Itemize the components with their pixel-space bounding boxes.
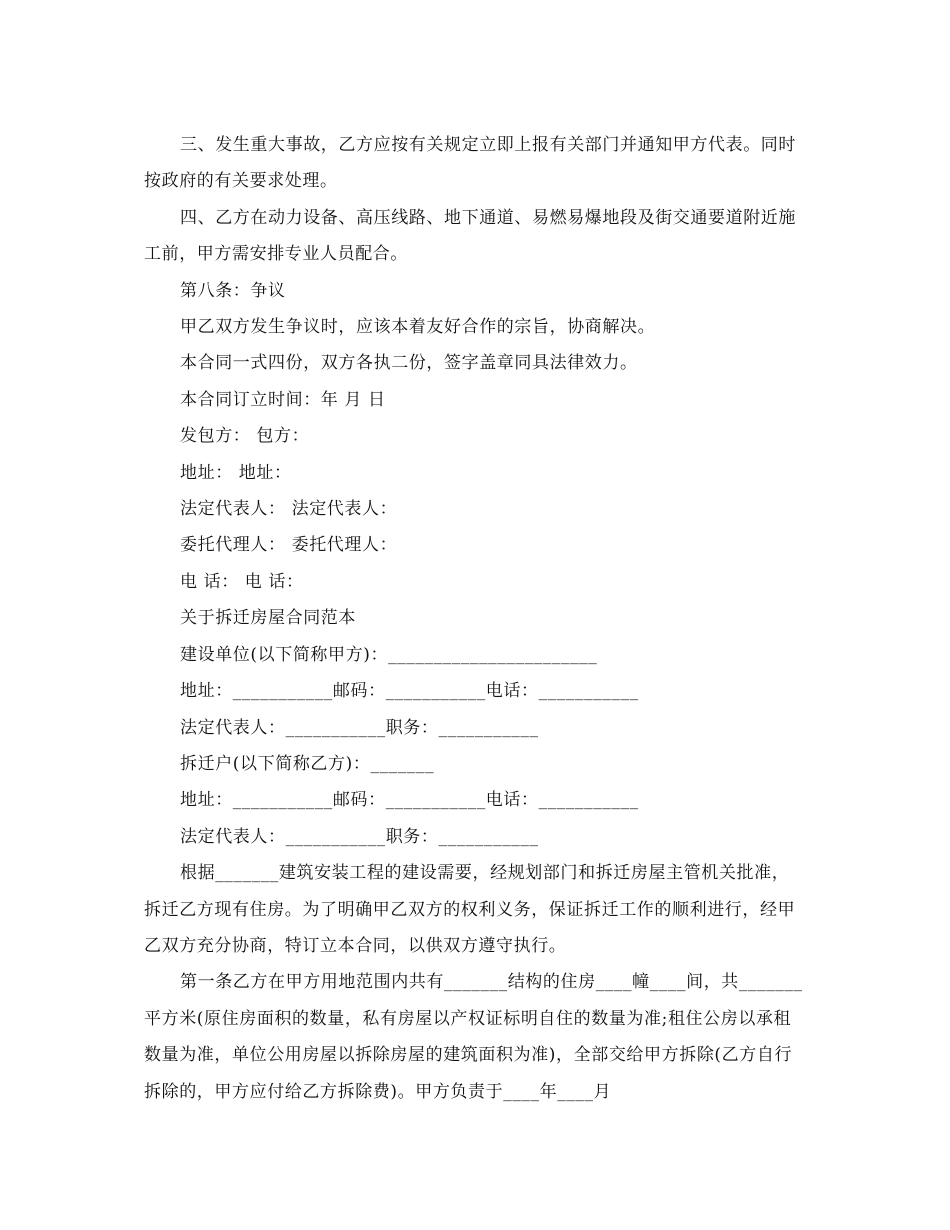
article-1-paragraph: 第一条乙方在甲方用地范围内共有_______结构的住房____幢____间，共_______平方米(原住房面积的数量，私有房屋以产权证标明自住的数量为准;租住公房以承租数量为准，单位公用房屋以拆除房屋的建筑面积为准)，全部交给甲方拆除(乙方自行拆除的，甲方应付给乙方拆除费)。甲方负责于____年____月 (144, 972, 803, 1102)
copies-paragraph: 本合同一式四份，双方各执二份，签字盖章同具法律效力。 (180, 353, 638, 374)
party-a-address-line: 地址：___________邮码：___________电话：___________ (180, 681, 639, 702)
clause-4-paragraph: 四、乙方在动力设备、高压线路、地下通道、易燃易爆地段及街交通要道附近施工前，甲方需安排专业人员配合。 (144, 207, 796, 265)
address-line: 地址： 地址： (180, 462, 292, 483)
parties-line: 发包方： 包方： (180, 426, 310, 447)
party-a-line: 建设单位(以下简称甲方)：_______________________ (180, 644, 598, 665)
preamble-paragraph: 根据_______建筑安装工程的建设需要，经规划部门和拆迁房屋主管机关批准，拆迁乙方现有住房。为了明确甲乙双方的权利义务，保证拆迁工作的顺利进行，经甲乙双方充分协商，特订立本合同，以供双方遵守执行。 (144, 863, 796, 956)
clause-3-paragraph: 三、发生重大事故，乙方应按有关规定立即上报有关部门并通知甲方代表。同时按政府的有关要求处理。 (144, 135, 796, 192)
signing-date-line: 本合同订立时间：年 月 日 (180, 389, 386, 410)
section-title: 关于拆迁房屋合同范本 (180, 608, 356, 629)
dispute-paragraph: 甲乙双方发生争议时，应该本着友好合作的宗旨，协商解决。 (180, 317, 656, 338)
document-body (144, 127, 806, 1110)
phone-line: 电 话： 电 话： (180, 571, 304, 592)
party-b-line: 拆迁户(以下简称乙方)：_______ (180, 753, 435, 774)
party-b-address-line: 地址：___________邮码：___________电话：___________ (180, 790, 639, 811)
article-8-heading: 第八条：争议 (180, 280, 286, 301)
legal-rep-line: 法定代表人： 法定代表人： (180, 499, 398, 520)
party-b-rep-line: 法定代表人：___________职务：___________ (180, 826, 539, 847)
party-a-rep-line: 法定代表人：___________职务：___________ (180, 717, 539, 738)
agent-line: 委托代理人： 委托代理人： (180, 535, 398, 556)
